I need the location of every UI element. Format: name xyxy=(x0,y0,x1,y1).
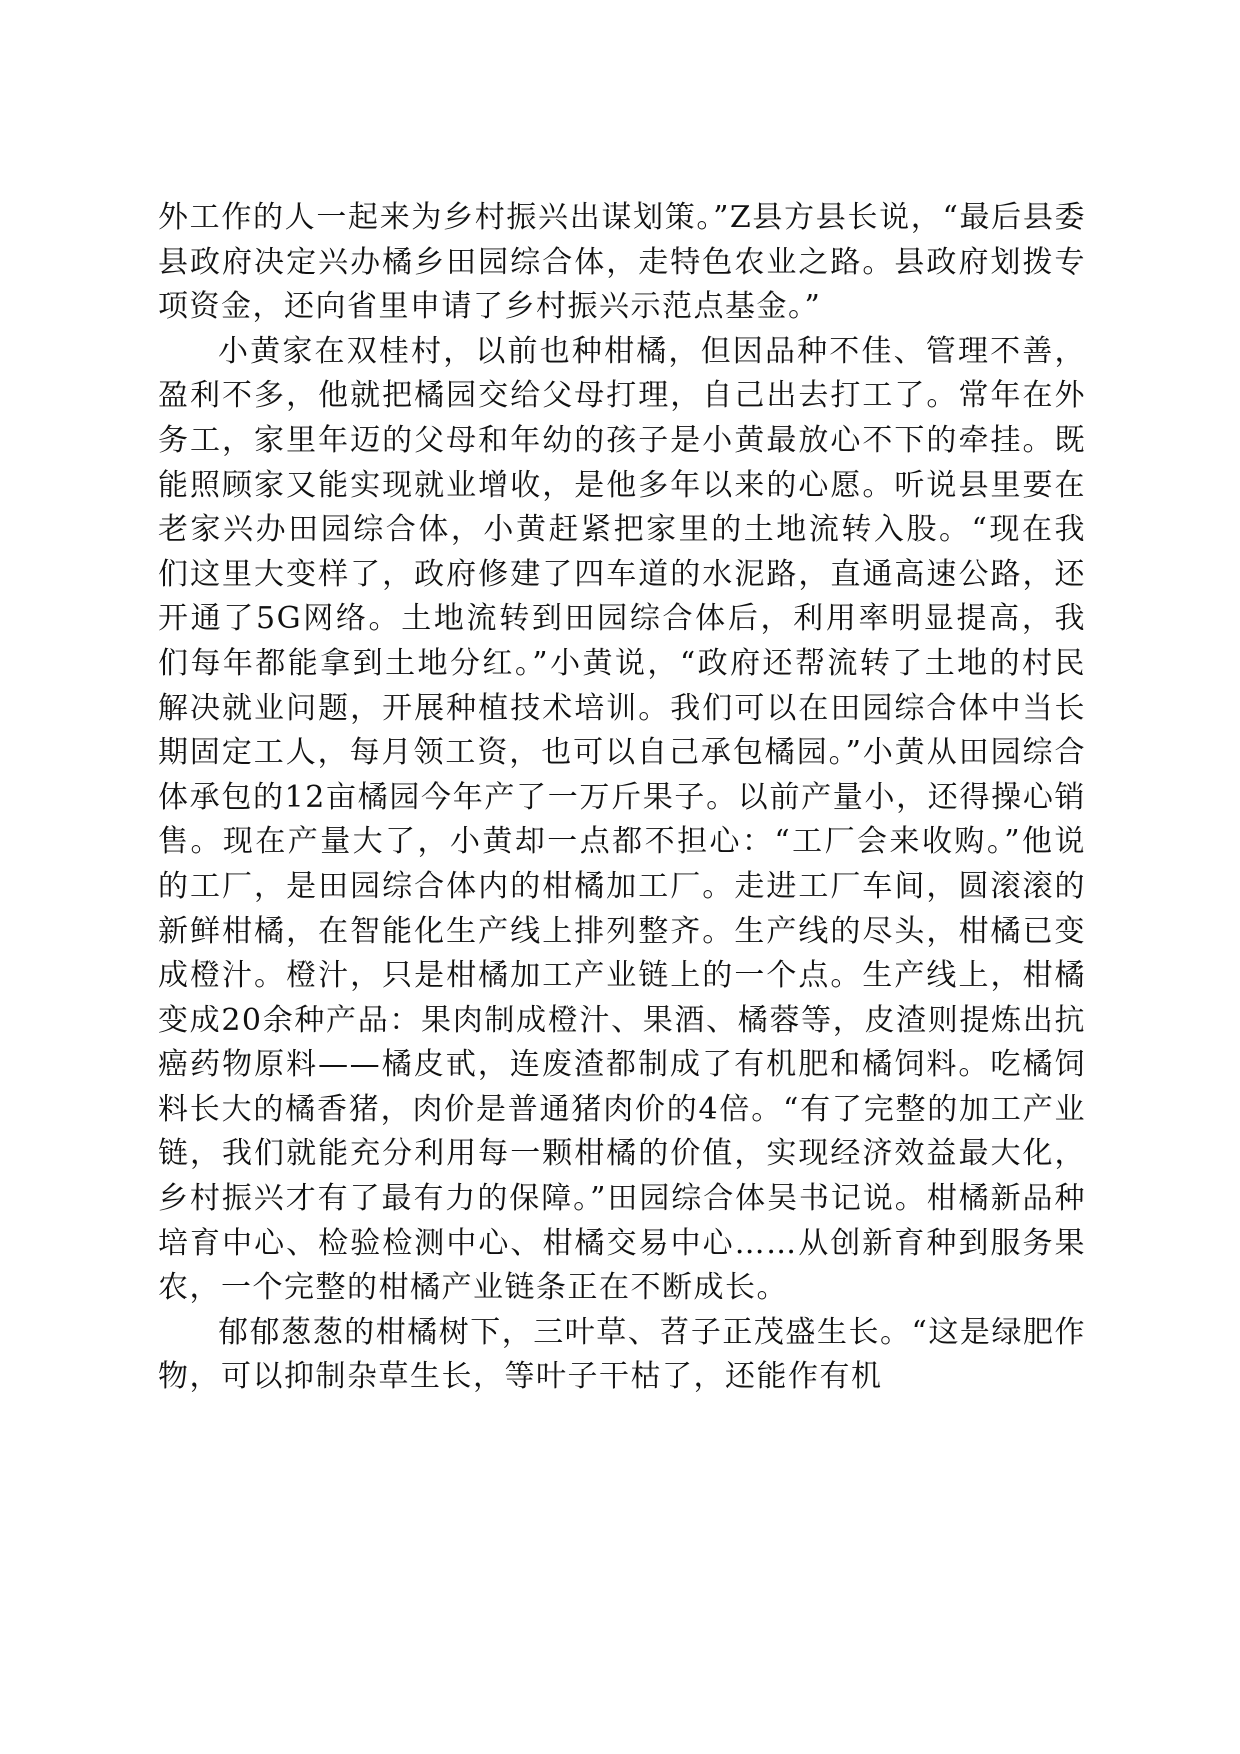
paragraph-1: 外工作的人一起来为乡村振兴出谋划策。”Z县方县长说，“最后县委县政府决定兴办橘乡田园综合体，走特色农业之路。县政府划拨专项资金，还向省里申请了乡村振兴示范点基金。” xyxy=(158,200,1086,325)
document-body xyxy=(158,196,1086,1400)
paragraph-3: 郁郁葱葱的柑橘树下，三叶草、苕子正茂盛生长。“这是绿肥作物，可以抑制杂草生长，等叶子干枯了，还能作有机 xyxy=(158,1314,1086,1395)
paragraph-2: 小黄家在双桂村，以前也种柑橘，但因品种不佳、管理不善，盈利不多，他就把橘园交给父母打理，自己出去打工了。常年在外务工，家里年迈的父母和年幼的孩子是小黄最放心不下的牵挂。既能照顾家又能实现就业增收，是他多年以来的心愿。听说县里要在老家兴办田园综合体，小黄赶紧把家里的土地流转入股。“现在我们这里大变样了，政府修建了四车道的水泥路，直通高速公路，还开通了5G网络。土地流转到田园综合体后，利用率明显提高，我们每年都能拿到土地分红。”小黄说，“政府还帮流转了土地的村民解决就业问题，开展种植技术培训。我们可以在田园综合体中当长期固定工人，每月领工资，也可以自己承包橘园。”小黄从田园综合体承包的12亩橘园今年产了一万斤果子。以前产量小，还得操心销售。现在产量大了，小黄却一点都不担心：“工厂会来收购。”他说的工厂，是田园综合体内的柑橘加工厂。走进工厂车间，圆滚滚的新鲜柑橘，在智能化生产线上排列整齐。生产线的尽头，柑橘已变成橙汁。橙汁，只是柑橘加工产业链上的一个点。生产线上，柑橘变成20余种产品：果肉制成橙汁、果酒、橘蓉等，皮渣则提炼出抗癌药物原料——橘皮甙，连废渣都制成了有机肥和橘饲料。吃橘饲料长大的橘香猪，肉价是普通猪肉价的4倍。“有了完整的加工产业链，我们就能充分利用每一颗柑橘的价值，实现经济效益最大化，乡村振兴才有了最有力的保障。”田园综合体吴书记说。柑橘新品种培育中心、检验检测中心、柑橘交易中心……从创新育种到服务果农，一个完整的柑橘产业链条正在不断成长。 xyxy=(158,333,1086,1306)
